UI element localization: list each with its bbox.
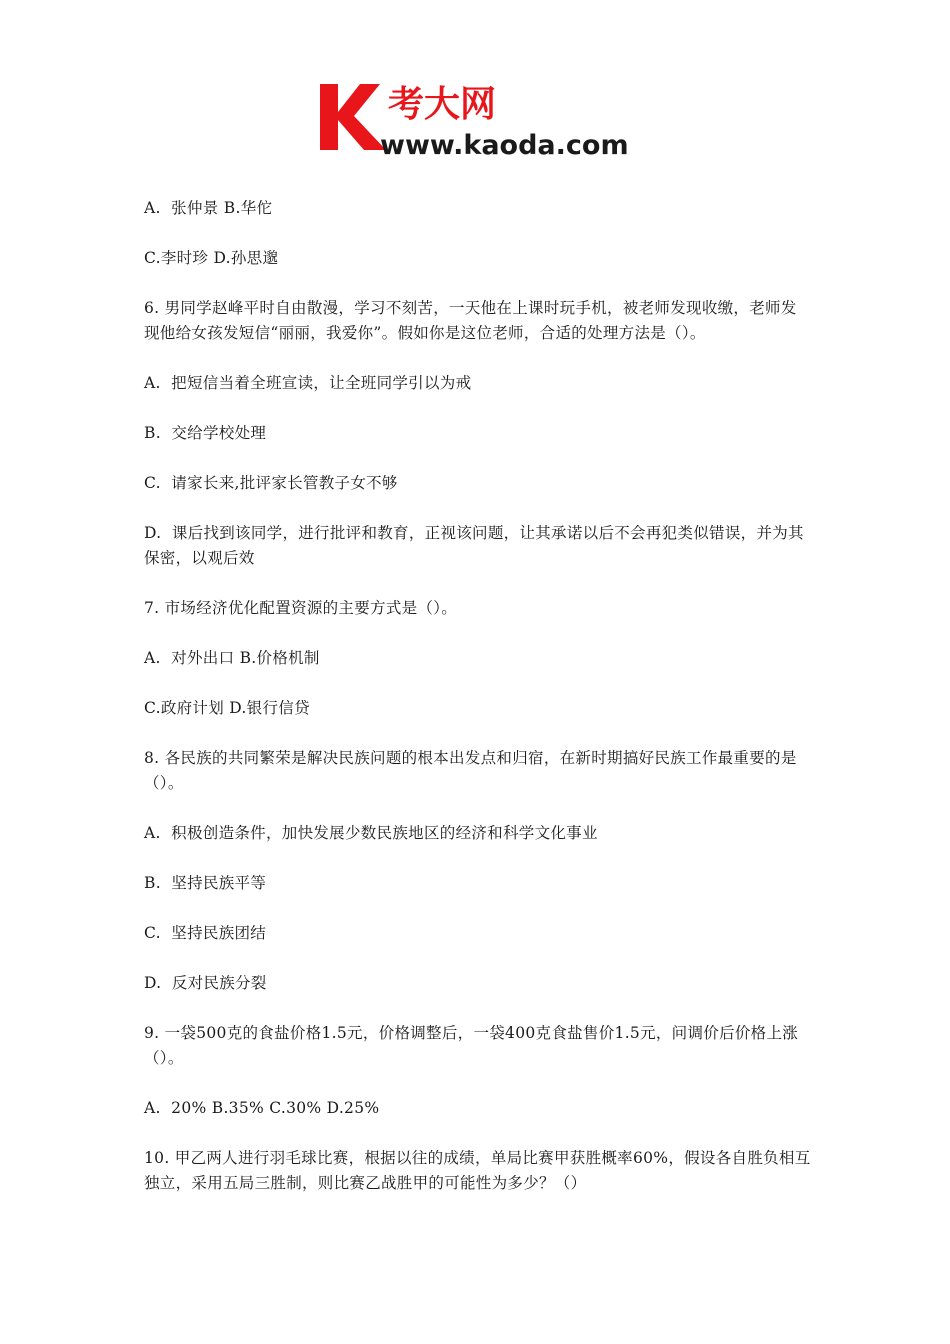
document-body: [144, 196, 812, 1221]
logo-brand-text: 考大网: [388, 84, 497, 125]
option-line: D. 反对民族分裂: [144, 974, 267, 992]
option-line: A. 对外出口 B.价格机制: [144, 649, 320, 667]
question-7: 7. 市场经济优化配置资源的主要方式是（）。: [144, 599, 458, 617]
option-line: C. 坚持民族团结: [144, 924, 267, 942]
option-line: C.政府计划 D.银行信贷: [144, 699, 310, 717]
kaoda-logo: [316, 78, 646, 160]
option-line: C. 请家长来,批评家长管教子女不够: [144, 474, 398, 492]
logo-url-text: www.kaoda.com: [380, 130, 629, 160]
question-9: 9. 一袋500克的食盐价格1.5元，价格调整后，一袋400克食盐售价1.5元，问调价后价格上涨（）。: [144, 1024, 799, 1067]
option-line: A. 张仲景 B.华佗: [144, 199, 273, 217]
option-line: B. 交给学校处理: [144, 424, 267, 442]
kaoda-logo-graphic: [316, 78, 646, 160]
question-10: 10. 甲乙两人进行羽毛球比赛，根据以往的成绩，单局比赛甲获胜概率60%，假设各自胜负相互独立，采用五局三胜制，则比赛乙战胜甲的可能性为多少？（）: [144, 1149, 811, 1192]
option-line: D. 课后找到该同学，进行批评和教育，正视该问题，让其承诺以后不会再犯类似错误，并为其保密，以观后效: [144, 524, 804, 567]
k-letter-icon: [320, 84, 386, 150]
question-8: 8. 各民族的共同繁荣是解决民族问题的根本出发点和归宿，在新时期搞好民族工作最重要的是（）。: [144, 749, 797, 792]
option-line: C.李时珍 D.孙思邈: [144, 249, 279, 267]
question-6: 6. 男同学赵峰平时自由散漫，学习不刻苦，一天他在上课时玩手机，被老师发现收缴，老师发现他给女孩发短信“丽丽，我爱你”。假如你是这位老师，合适的处理方法是（）。: [144, 299, 797, 342]
option-line: A. 20% B.35% C.30% D.25%: [144, 1099, 380, 1117]
option-line: B. 坚持民族平等: [144, 874, 267, 892]
option-line: A. 积极创造条件，加快发展少数民族地区的经济和科学文化事业: [144, 824, 598, 842]
option-line: A. 把短信当着全班宣读，让全班同学引以为戒: [144, 374, 472, 392]
